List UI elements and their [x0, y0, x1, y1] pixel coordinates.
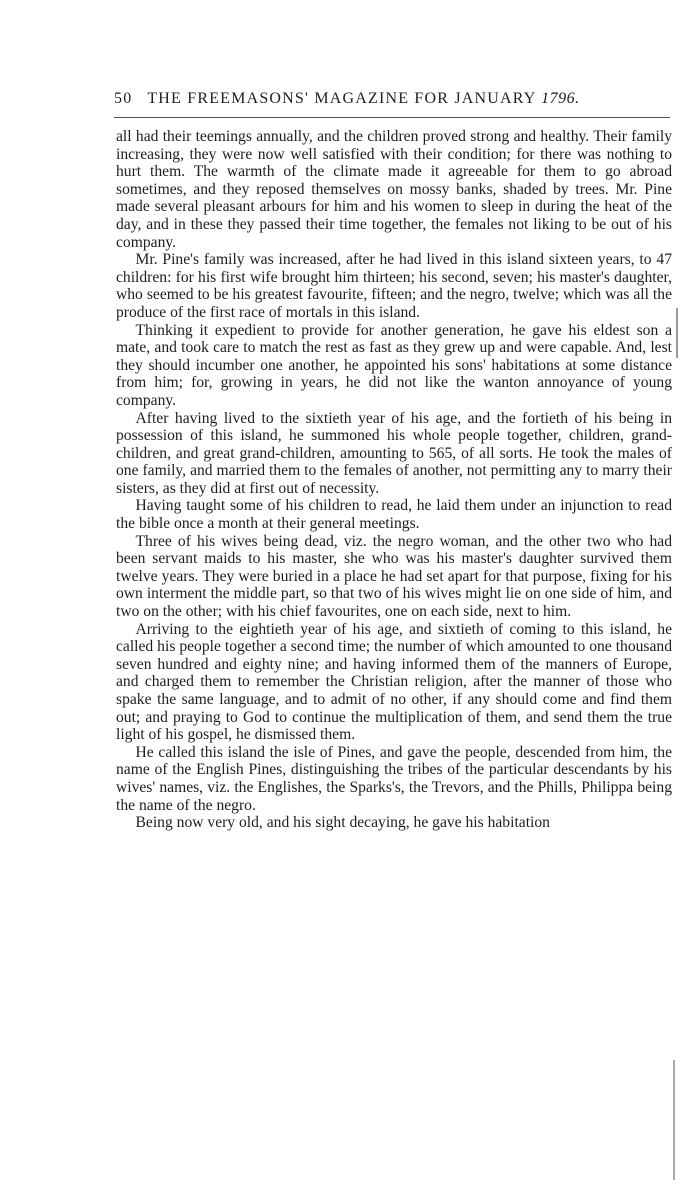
margin-mark [676, 308, 678, 358]
paragraph-7: Arriving to the eightieth year of his age, and sixtieth of coming to this island, he called his people together a second time; the number of which amounted to one thousand seven hundred and eighty nine; and having informed them of the manners of Europe, and charged them to remember the Christian religion, after the manner of those who spake the same language, and to admit of no other, if any should come and find them out; and praying to God to continue the multiplication of them, and send them the true light of his gospel, he dismissed them. [116, 620, 672, 744]
running-head [114, 90, 670, 108]
paragraph-6: Three of his wives being dead, viz. the negro woman, and the other two who had been servant maids to his master, she who was his master's daughter survived them twelve years. They were buried in a place he had set apart for that purpose, fixing for his own interment the middle part, so that two of his wives might lie on one side of him, and two on the other; with his chief favourites, one on each side, next to him. [116, 532, 672, 621]
margin-mark [673, 1060, 675, 1180]
body-text [116, 128, 672, 832]
paragraph-9: Being now very old, and his sight decaying, he gave his habitation [135, 814, 550, 832]
paragraph-3: Thinking it expedient to provide for another generation, he gave his eldest son a mate, and took care to match the rest as fast as they grew up and were capable. And, lest they should incumber one another, he appointed his sons' habitations at some distance from him; for, growing in years, he did not like the wanton annoyance of young company. [116, 321, 672, 409]
magazine-title: THE FREEMASONS' MAGAZINE FOR JANUARY [147, 90, 536, 107]
issue-year: 1796. [541, 90, 580, 107]
paragraph-4: After having lived to the sixtieth year of his age, and the fortieth of his being in possession of this island, he summoned his whole people together, children, grand-children, and great grand-children, amounting to 565, of all sorts. He took the males of one family, and married them to the females of another, not permitting any to marry their sisters, as they did at first out of necessity. [116, 409, 672, 497]
paragraph-8: He called this island the isle of Pines, and gave the people, descended from him, the name of the English Pines, distinguishing the tribes of the particular descendants by his wives' names, viz. the Englishes, the Sparks's, the Trevors, and the Phills, Philippa being the name of the negro. [116, 743, 672, 814]
paragraph-5: Having taught some of his children to read, he laid them under an injunction to read the bible once a month at their general meetings. [116, 497, 672, 533]
paragraph-1: all had their teemings annually, and the children proved strong and healthy. Their family increasing, they were now well satisfied with their condition; for there was nothing to hurt them. The warmth of the climate made it agreeable for them to go abroad sometimes, and they reposed themselves on mossy banks, shaded by trees. Mr. Pine made several pleasant arbours for him and his women to sleep in during the heat of the day, and in these they passed their time together, the females not liking to be out of his company. [116, 128, 672, 251]
header-rule [114, 117, 670, 118]
page-number: 50 [114, 90, 133, 107]
paragraph-2: Mr. Pine's family was increased, after he had lived in this island sixteen years, to 47 children: for his first wife brought him thirteen; his second, seven; his master's daughter, who seemed to be his greatest favourite, fifteen; and the negro, twelve; which was all the produce of the first race of mortals in this island. [116, 251, 672, 321]
